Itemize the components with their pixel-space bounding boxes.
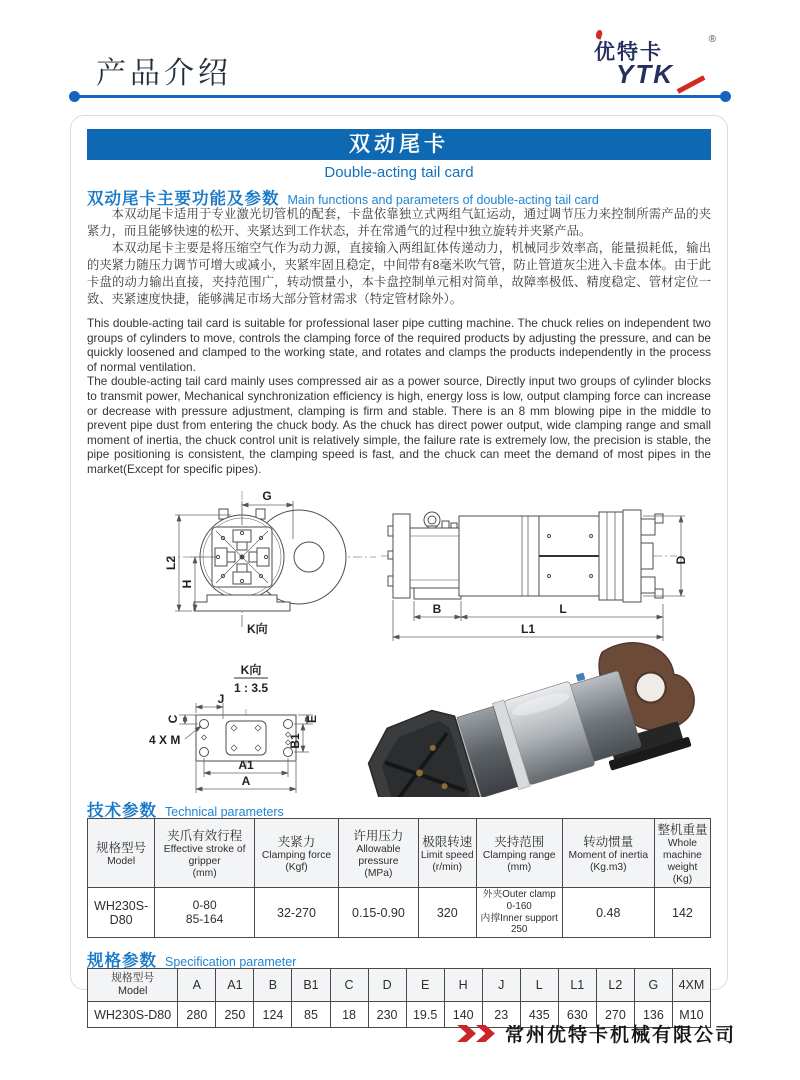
spec-heading-en: Specification parameter <box>165 955 297 970</box>
spec-cell-l1: 630 <box>558 1002 596 1028</box>
tech-col-range: 夹持范围 Clamping range (mm) <box>476 818 562 888</box>
tech-col-inertia: 转动惯量 Moment of inertia (Kg.m3) <box>562 818 654 888</box>
spec-header-row <box>88 969 711 1002</box>
technical-drawings <box>87 481 711 797</box>
section-heading-en: Main functions and parameters of double-acting tail card <box>287 193 599 207</box>
product-card <box>70 115 728 1022</box>
dim-label-a: A <box>241 773 251 788</box>
detail-title: K向 <box>240 662 262 677</box>
dim-label-g: G <box>262 488 272 503</box>
divider-dot-right <box>720 91 731 102</box>
section-heading-cn: 双动尾卡主要功能及参数 <box>87 190 280 208</box>
dim-label-b1: B1 <box>288 732 302 749</box>
technical-parameters-table <box>87 818 711 939</box>
dim-label-h: H <box>180 579 194 588</box>
tech-heading-en: Technical parameters <box>165 804 284 819</box>
dim-label-c: C <box>166 714 180 723</box>
paragraph-cn-1: 本双动尾卡适用于专业激光切管机的配套，卡盘依靠独立式两组气缸运动，通过调节压力来控制所需产品的夹紧力，而且能够快速的松开、夹紧达到工作状态，并在常通气的过程中独立旋转并夹紧产品。 <box>87 207 711 238</box>
spec-cell-l: 435 <box>520 1002 558 1028</box>
tech-cell-pressure: 0.15-0.90 <box>339 888 419 938</box>
spec-col-b: B <box>254 969 292 1002</box>
drawings-svg <box>87 481 713 797</box>
tech-header-row <box>88 818 711 888</box>
spec-col-l2: L2 <box>596 969 634 1002</box>
spec-cell-model: WH230S-D80 <box>88 1002 178 1028</box>
tech-col-speed: 极限转速 Limit speed (r/min) <box>418 818 476 888</box>
spec-cell-b1: 85 <box>292 1002 330 1028</box>
paragraph-en-1: This double-acting tail card is suitable for professional laser pipe cutting machine. The chuck relies on independent two groups of cylinders to move, controls the clamping force of the required products by adjusting the pressure, and can be quickly loosened and clamped to the working state, and rotates and clamps the products independently in the process of normal ventilation. <box>87 316 711 374</box>
spec-cell-a: 280 <box>178 1002 216 1028</box>
tech-col-pressure: 许用压力 Allowable pressure (MPa) <box>339 818 419 888</box>
spec-cell-l2: 270 <box>596 1002 634 1028</box>
spec-cell-d: 230 <box>368 1002 406 1028</box>
company-name: 常州优特卡机械有限公司 <box>504 1024 736 1046</box>
spec-col-c: C <box>330 969 368 1002</box>
spec-cell-b: 124 <box>254 1002 292 1028</box>
dim-label-l: L <box>559 601 567 616</box>
spec-col-e: E <box>406 969 444 1002</box>
tech-cell-weight: 142 <box>654 888 710 938</box>
registered-trademark-icon: ® <box>708 34 716 45</box>
spec-heading-cn: 规格参数 <box>87 952 157 971</box>
divider-dot-left <box>69 91 80 102</box>
detail-scale: 1 : 3.5 <box>233 680 269 695</box>
section-heading-functions <box>87 185 711 206</box>
tech-col-stroke: 夹爪有效行程 Effective stroke of gripper (mm) <box>155 818 255 888</box>
spec-cell-a1: 250 <box>216 1002 254 1028</box>
spec-cell-h: 140 <box>444 1002 482 1028</box>
spec-col-j: J <box>482 969 520 1002</box>
tech-col-force: 夹紧力 Clamping force (Kgf) <box>254 818 338 888</box>
front-view-k-label: K向 <box>247 621 268 636</box>
spec-col-a: A <box>178 969 216 1002</box>
spec-col-d: D <box>368 969 406 1002</box>
section-heading-technical <box>87 797 711 818</box>
spec-col-a1: A1 <box>216 969 254 1002</box>
tech-heading-cn: 技术参数 <box>87 801 157 820</box>
tech-col-weight: 整机重量 Whole machine weight (Kg) <box>654 818 710 888</box>
dim-label-l2: L2 <box>164 555 178 570</box>
tech-cell-force: 32-270 <box>254 888 338 938</box>
tech-cell-speed: 320 <box>418 888 476 938</box>
spec-col-model: 规格型号 Model <box>88 969 178 1002</box>
side-view-drawing <box>381 510 688 641</box>
paragraph-en-2: The double-acting tail card mainly uses compressed air as a power source, Directly input two groups of cylinder blocks to transmit power, Mechanical synchronization efficiency is high, energy loss is low, output clamping force can increase or decrease with pressure adjustment, clamping is firm and stable. There is an 8 mm blowing pipe in the middle to prevent pipe dust from entering the chuck body. As the chuck has direct power output, wide clamping range and small moment of inertia, the chuck control unit is relatively simple, the failure rate is extremely low, the precision is stable, the pipe positioning is consistent, the clamping speed is fast, and the chuck can meet the demand of most pipes in the market(Except for specific pipes). <box>87 374 711 476</box>
k-view-detail-drawing <box>149 662 319 793</box>
dim-label-e: E <box>305 714 319 723</box>
spec-col-g: G <box>634 969 672 1002</box>
page-title: 产品介绍 <box>96 57 232 90</box>
logo-cn-text: 优特卡 <box>594 41 663 64</box>
header-divider <box>72 95 728 98</box>
dim-label-l1: L1 <box>520 621 536 636</box>
spec-cell-j: 23 <box>482 1002 520 1028</box>
front-view-drawing <box>164 489 376 636</box>
spec-cell-e: 19.5 <box>406 1002 444 1028</box>
double-chevron-icon <box>457 1025 495 1042</box>
tech-data-row <box>88 888 711 938</box>
spec-cell-4xm: M10 <box>672 1002 710 1028</box>
tech-cell-stroke: 0-80 85-164 <box>155 888 255 938</box>
product-title-en: Double-acting tail card <box>324 164 474 181</box>
page-footer <box>0 1018 800 1048</box>
dim-label-b: B <box>432 601 442 616</box>
spec-col-b1: B1 <box>292 969 330 1002</box>
spec-col-h: H <box>444 969 482 1002</box>
paragraph-cn-2: 本双动尾卡主要是将压缩空气作为动力源，直接输入两组缸体传递动力，机械同步效率高，能量损耗低，输出的夹紧力随压力调节可增大或减小，夹紧牢固且稳定，中间带有8毫米吹气管，防止管道灰尘进入卡盘本体。由于此卡盘的动力输出直接，夹持范围广，转动惯量小，本卡盘控制单元相对简单，故障率极低、精度稳定、管材定位一致、夹紧速度快捷，能够满足市场大部分管材需求（特定管材除外）。 <box>87 241 711 306</box>
tech-cell-model: WH230S-D80 <box>88 888 155 938</box>
brand-logo <box>594 36 714 92</box>
spec-col-l: L <box>520 969 558 1002</box>
spec-col-4xm: 4XM <box>672 969 710 1002</box>
holes-label-4xm: 4 X M <box>149 732 181 747</box>
dim-label-j: J <box>217 691 225 706</box>
product-photo <box>357 628 709 797</box>
logo-en-text: YTK <box>616 59 674 89</box>
english-description <box>87 316 711 477</box>
tech-col-model: 规格型号 Model <box>88 818 155 888</box>
dim-label-a1: A1 <box>238 757 254 772</box>
product-title-bar: 双动尾卡 <box>87 129 711 160</box>
spec-col-l1: L1 <box>558 969 596 1002</box>
spec-cell-g: 136 <box>634 1002 672 1028</box>
section-heading-specification <box>87 947 711 971</box>
spec-cell-c: 18 <box>330 1002 368 1028</box>
dim-label-d: D <box>674 555 688 564</box>
tech-cell-range: 外夹Outer clamp 0-160 内撑Inner support 250 <box>476 888 562 938</box>
tech-cell-inertia: 0.48 <box>562 888 654 938</box>
